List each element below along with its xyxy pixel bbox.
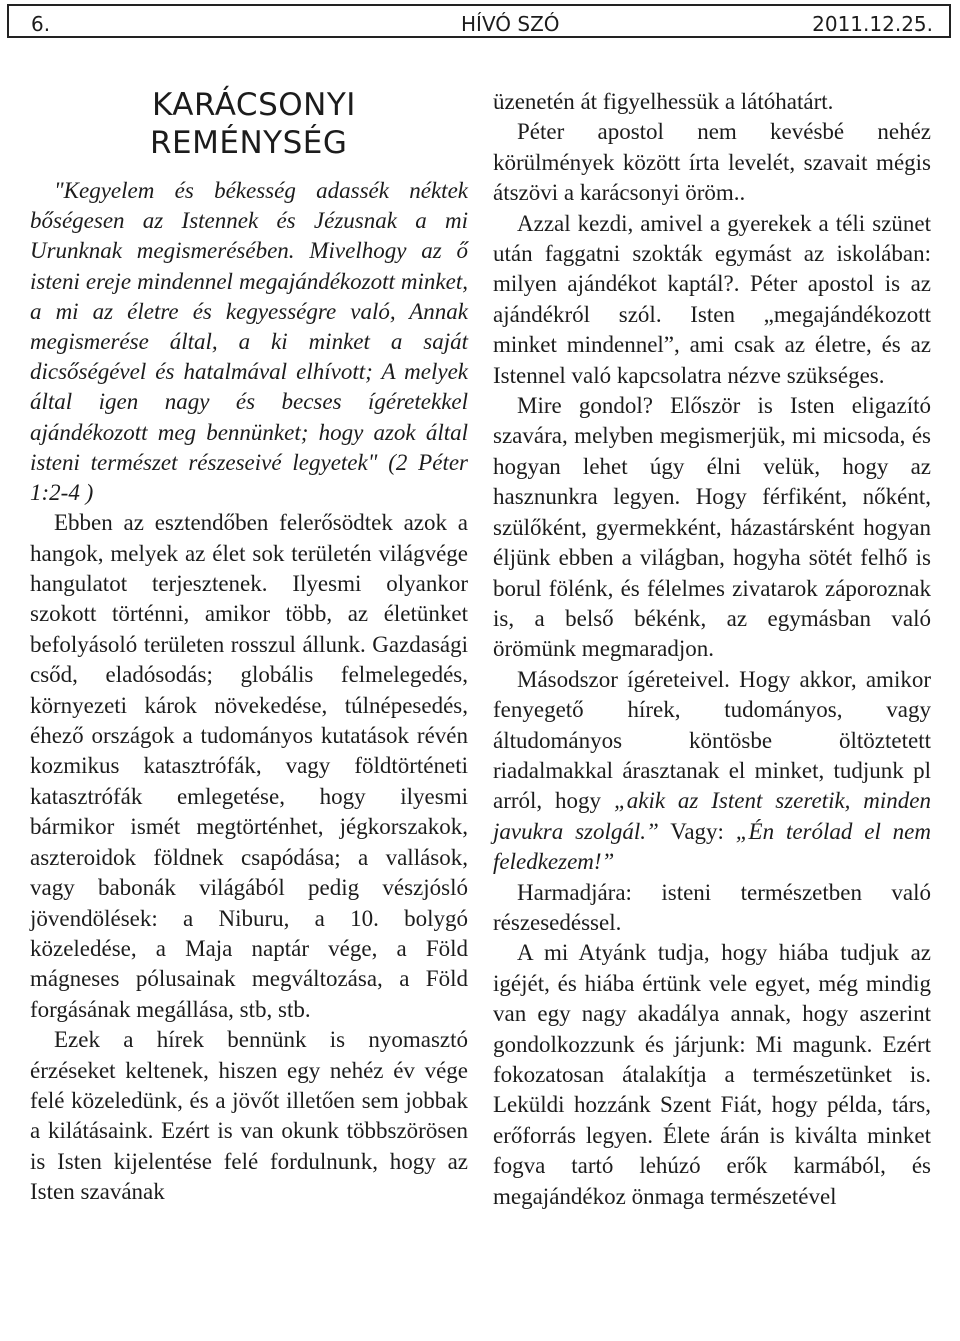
publication-title: HÍVÓ SZÓ: [461, 12, 560, 36]
paragraph-text: Másodszor ígéreteivel. Hogy akkor, amikor fenyegető hírek, tudományos, vagy áltudományos köntösbe öltöztetett riadalmakkal árasztanak el minket, tudjunk pl arról, hogy: [493, 666, 931, 814]
article-title-line-2: REMÉNYSÉG: [150, 125, 348, 161]
quoted-promise: „Én terólad el nem feledkezem!”: [493, 818, 931, 875]
page-header: [7, 4, 951, 38]
quoted-promise: „akik az Istent szeretik, minden javukra szolgál.”: [493, 788, 932, 844]
body-paragraph: Péter apostol nem kevésbé nehéz körülmények között írta levelét, szavait mégis átszövi a karácsonyi öröm..: [493, 119, 931, 206]
body-paragraph: Ebben az esztendőben felerősödtek azok a hangok, melyek az élet sok területén világvége hangulatot terjesztenek. Ilyesmi olyankor szokott történni, amikor több, az életünket befolyásoló területen rosszul állunk. Gazdasági csőd, eladósodás; globális felmelegedés, környezeti károk növekedése, túlnépesedés, éhező országok a tudományos kutatások révén kozmikus katasztrófák, vagy földtörténeti katasztrófák emlegetése, hogy ilyesmi bármikor ismét megtörténhet, jégkorszakok, aszteroidok földnek csapódása; a vallások, vagy babonák világából pedig vészjósló jövendölések: a Niburu, a 10. bolygó közeledése, a Maja naptár vége, a Föld mágneses pólusainak megváltozása, a Föld forgásának megállása, stb, stb.: [30, 510, 468, 1022]
left-column: [30, 86, 468, 1208]
body-paragraph: Azzal kezdi, amivel a gyerekek a téli szünet után faggatni szokták egymást az iskolában: milyen ajándékot kaptál?. Péter apostol is az ajándékról szól. Isten „megajándékozott minket mindennel”, ami csak az életre, és az Istennel való kapcsolatra nézve szükséges.: [493, 210, 931, 388]
page-number: 6.: [31, 12, 51, 36]
body-paragraph: Ezek a hírek bennünk is nyomasztó érzéseket keltenek, hiszen egy nehéz év vége felé közeledünk, és a jövőt illetően sem jobbak a kilátásaink. Ezért is van okunk többszörösen is Isten kijelentése felé fordulnunk, hogy az Isten szavának: [30, 1027, 468, 1205]
body-paragraph: Mire gondol? Először is Isten eligazító szavára, melyben megismerjük, mi micsoda, és hogyan lehet úgy élni velük, hogy az hasznunkra legyen. Hogy férfiként, nőként, szülőként, gyermekként, házastársként hogyan éljünk ebben a világban, hogyha sötét felhő is borul fölénk, és félelmes zivatarok záporoznak is, a belső békénk, az egymásban való örömünk megmaradjon.: [493, 393, 931, 662]
article-title: [152, 86, 468, 162]
paragraph-text: Vagy:: [658, 818, 736, 844]
body-paragraph: A mi Atyánk tudja, hogy hiába tudjuk az igéjét, és hiába értünk vele egyet, még mindig van egy nagy akadálya annak, hogy aszerint gondolkozzunk és járjunk: Mi magunk. Ezért fokozatosan átalakítja a természetünket is. Leküldi hozzánk Szent Fiát, hogy példa, társ, erőforrás legyen. Élete árán is kiválta minket fogva tartó lehúzó erők karmából, és megajándékoz önmaga természetével: [493, 940, 931, 1209]
issue-date: 2011.12.25.: [812, 12, 933, 36]
article-title-line-1: KARÁCSONYI: [152, 87, 356, 123]
body-paragraph: [493, 665, 931, 878]
right-column: [493, 87, 931, 1212]
scripture-quote: "Kegyelem és békesség adassék néktek bőségesen az Istennek és Jézusnak a mi Urunknak megismerésében. Mivelhogy az ő isteni ereje mindennel megajándékozott minket, a mi az életre és kegyességre való, Annak megismerése által, a ki minket a saját dicsőségével és hatalmával elhívott; A melyek által igen nagy és becses ígéretekkel ajándékozott meg bennünket; hogy azok által isteni természet részeseivé legyetek" (2 Péter 1:2-4 ): [30, 178, 468, 506]
body-paragraph: üzenetén át figyelhessük a látóhatárt.: [493, 89, 834, 114]
body-paragraph: Harmadjára: isteni természetben való részesedéssel.: [493, 879, 931, 935]
